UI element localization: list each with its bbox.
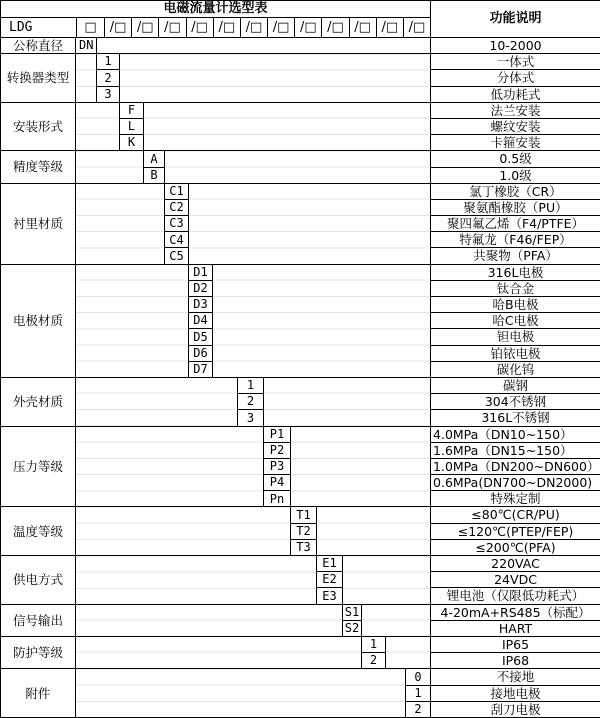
desc-cell: 特殊定制: [431, 491, 600, 507]
category-cell: 电极材质: [1, 264, 76, 377]
code-cell: P4: [264, 475, 291, 491]
code-cell: D6: [189, 345, 213, 361]
code-cell: 0: [406, 669, 431, 685]
desc-cell: 特氟龙（F46/FEP）: [431, 232, 600, 248]
desc-cell: 低功耗式: [431, 86, 600, 102]
spacer-cell: [76, 604, 343, 636]
model-box-icon: □: [77, 18, 105, 37]
desc-cell: 24VDC: [431, 572, 600, 588]
code-cell: S2: [343, 620, 362, 636]
spacer-cell: [343, 556, 431, 605]
desc-cell: 10-2000: [431, 38, 600, 54]
model-slot-icon: /□: [105, 18, 132, 37]
function-description-header: 功能说明: [431, 1, 600, 38]
desc-cell: 哈B电极: [431, 297, 600, 313]
category-cell: 防护等级: [1, 636, 76, 668]
desc-cell: 1.0级: [431, 167, 600, 183]
model-slot-icon: /□: [132, 18, 159, 37]
code-cell: P3: [264, 458, 291, 474]
category-cell: 衬里材质: [1, 183, 76, 264]
code-cell: T2: [291, 523, 317, 539]
desc-cell: ≤120℃(PTEP/FEP): [431, 523, 600, 539]
spacer-cell: [189, 183, 431, 264]
desc-cell: 哈C电极: [431, 313, 600, 329]
desc-cell: 4.0MPa（DN10~150）: [431, 426, 600, 442]
category-cell: 供电方式: [1, 556, 76, 605]
code-cell: E2: [317, 572, 343, 588]
spacer-cell: [213, 264, 431, 377]
spacer-cell: [76, 102, 120, 151]
category-cell: 公称直径: [1, 38, 76, 54]
desc-cell: 1.6MPa（DN15~150）: [431, 442, 600, 458]
spacer-cell: [97, 38, 431, 54]
desc-cell: 0.5级: [431, 151, 600, 167]
code-cell: T1: [291, 507, 317, 523]
desc-cell: ≤80℃(CR/PU): [431, 507, 600, 523]
code-cell: D7: [189, 361, 213, 377]
desc-cell: 聚四氟乙烯（F4/PTFE）: [431, 216, 600, 232]
code-cell: C2: [165, 199, 189, 215]
desc-cell: HART: [431, 620, 600, 636]
code-cell: 3: [238, 410, 264, 426]
desc-cell: 304不锈钢: [431, 394, 600, 410]
code-cell: 2: [362, 653, 386, 669]
spacer-cell: [76, 151, 144, 183]
desc-cell: 聚氨酯橡胶（PU）: [431, 199, 600, 215]
spacer-cell: [76, 183, 165, 264]
category-cell: 精度等级: [1, 151, 76, 183]
category-cell: 转换器类型: [1, 54, 76, 103]
category-cell: 信号输出: [1, 604, 76, 636]
code-cell: E3: [317, 588, 343, 604]
desc-cell: 铂铱电极: [431, 345, 600, 361]
spacer-cell: [76, 264, 189, 377]
code-cell: C1: [165, 183, 189, 199]
code-cell: C3: [165, 216, 189, 232]
category-cell: 压力等级: [1, 426, 76, 507]
model-prefix: LDG: [1, 18, 77, 37]
spacer-cell: [317, 507, 431, 556]
desc-cell: 螺纹安装: [431, 118, 600, 134]
code-cell: P1: [264, 426, 291, 442]
code-cell: S1: [343, 604, 362, 620]
model-slot-icon: /□: [377, 18, 404, 37]
desc-cell: 钽电极: [431, 329, 600, 345]
desc-cell: 1.0MPa（DN200~DN600）: [431, 458, 600, 474]
code-cell: D2: [189, 280, 213, 296]
code-cell: D1: [189, 264, 213, 280]
model-slot-icon: /□: [187, 18, 214, 37]
code-cell: C4: [165, 232, 189, 248]
spacer-cell: [76, 377, 238, 426]
code-cell: B: [144, 167, 165, 183]
model-slot-icon: /□: [268, 18, 295, 37]
desc-cell: 氯丁橡胶（CR）: [431, 183, 600, 199]
spacer-cell: [76, 54, 97, 103]
code-cell: D5: [189, 329, 213, 345]
spacer-cell: [76, 556, 317, 605]
desc-cell: 4-20mA+RS485（标配）: [431, 604, 600, 620]
desc-cell: 钛合金: [431, 280, 600, 296]
spacer-cell: [362, 604, 431, 636]
code-cell: DN: [76, 38, 97, 54]
desc-cell: 分体式: [431, 70, 600, 86]
code-cell: 2: [406, 701, 431, 717]
desc-cell: 0.6MPa(DN700~DN2000): [431, 475, 600, 491]
category-cell: 附件: [1, 669, 76, 718]
desc-cell: 220VAC: [431, 556, 600, 572]
category-cell: 温度等级: [1, 507, 76, 556]
code-cell: D4: [189, 313, 213, 329]
code-cell: L: [120, 118, 144, 134]
spacer-cell: [291, 426, 431, 507]
model-slot-icon: /□: [241, 18, 268, 37]
model-slot-icon: /□: [350, 18, 377, 37]
desc-cell: 316L电极: [431, 264, 600, 280]
spacer-cell: [144, 102, 431, 151]
desc-cell: 卡箍安装: [431, 135, 600, 151]
desc-cell: IP65: [431, 636, 600, 652]
code-cell: 3: [97, 86, 120, 102]
code-cell: 2: [238, 394, 264, 410]
model-slot-icon: /□: [408, 19, 426, 35]
desc-cell: 碳化钨: [431, 361, 600, 377]
code-cell: D3: [189, 297, 213, 313]
code-cell: C5: [165, 248, 189, 264]
spacer-cell: [76, 507, 291, 556]
model-slot-icon: /□: [322, 18, 349, 37]
model-slot-icon: /□: [159, 18, 186, 37]
desc-cell: 一体式: [431, 54, 600, 70]
code-cell: A: [144, 151, 165, 167]
code-cell: 1: [362, 636, 386, 652]
desc-cell: ≤200℃(PFA): [431, 539, 600, 555]
desc-cell: IP68: [431, 653, 600, 669]
code-cell: Pn: [264, 491, 291, 507]
code-cell: 1: [97, 54, 120, 70]
table-title: 电磁流量计选型表: [1, 1, 431, 18]
model-code-row: [1, 18, 431, 38]
model-slot-icon: /□: [295, 18, 322, 37]
category-cell: 安装形式: [1, 102, 76, 151]
code-cell: K: [120, 135, 144, 151]
spacer-cell: [165, 151, 431, 183]
code-cell: F: [120, 102, 144, 118]
category-cell: 外壳材质: [1, 377, 76, 426]
spacer-cell: [76, 669, 406, 718]
desc-cell: 接地电极: [431, 685, 600, 701]
desc-cell: 共聚物（PFA）: [431, 248, 600, 264]
code-cell: P2: [264, 442, 291, 458]
desc-cell: 法兰安装: [431, 102, 600, 118]
code-cell: 2: [97, 70, 120, 86]
desc-cell: 316L不锈钢: [431, 410, 600, 426]
spacer-cell: [76, 426, 264, 507]
desc-cell: 碳钢: [431, 377, 600, 393]
desc-cell: 不接地: [431, 669, 600, 685]
spacer-cell: [386, 636, 431, 668]
code-cell: T3: [291, 539, 317, 555]
desc-cell: 刮刀电极: [431, 701, 600, 717]
code-cell: E1: [317, 556, 343, 572]
code-cell: 1: [238, 377, 264, 393]
spacer-cell: [76, 636, 362, 668]
spacer-cell: [120, 54, 431, 103]
model-slot-icon: /□: [214, 18, 241, 37]
code-cell: 1: [406, 685, 431, 701]
desc-cell: 锂电池（仅限低功耗式）: [431, 588, 600, 604]
spacer-cell: [264, 377, 431, 426]
